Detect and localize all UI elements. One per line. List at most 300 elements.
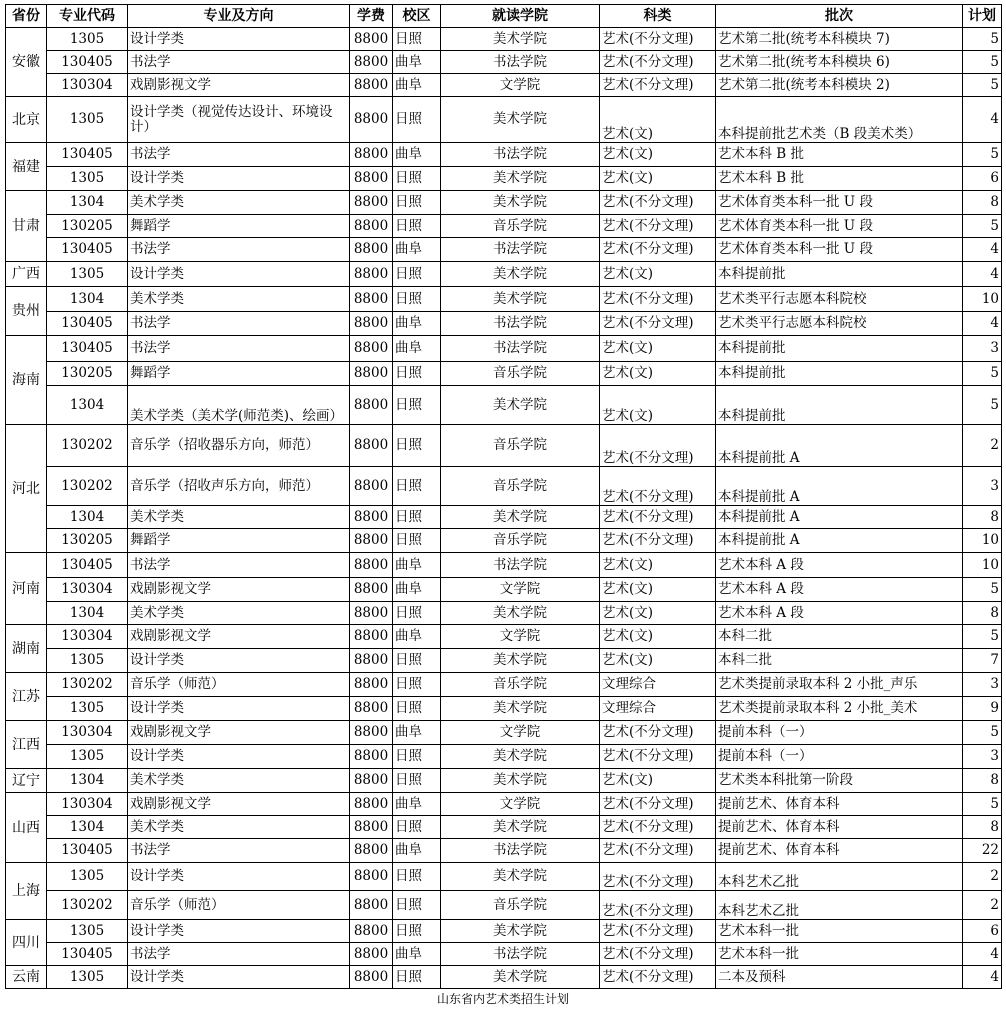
major-code-cell: 130205 <box>47 529 128 553</box>
college-cell: 美术学院 <box>441 920 600 943</box>
major-name-cell: 美术学类 <box>128 506 350 529</box>
major-code-cell: 130304 <box>47 74 128 97</box>
subject-type-cell: 艺术(不分文理) <box>600 287 716 312</box>
campus-cell: 日照 <box>393 287 441 312</box>
table-row <box>6 553 1002 578</box>
major-name-cell: 设计学类 <box>128 863 350 891</box>
tuition-cell: 8800 <box>350 697 393 721</box>
province-cell: 福建 <box>6 143 47 191</box>
subject-type-cell: 艺术(不分文理) <box>600 51 716 74</box>
major-name-cell: 书法学 <box>128 143 350 167</box>
campus-cell: 曲阜 <box>393 238 441 262</box>
table-row <box>6 966 1002 989</box>
campus-cell: 曲阜 <box>393 143 441 167</box>
table-row <box>6 262 1002 287</box>
major-name-cell: 戏剧影视文学 <box>128 74 350 97</box>
major-name-cell: 舞蹈学 <box>128 215 350 238</box>
tuition-cell: 8800 <box>350 191 393 215</box>
major-name-cell: 戏剧影视文学 <box>128 793 350 816</box>
major-name-cell: 戏剧影视文学 <box>128 578 350 602</box>
college-cell: 音乐学院 <box>441 529 600 553</box>
subject-type-cell: 艺术(不分文理) <box>600 425 716 467</box>
plan-cell: 9 <box>963 697 1002 721</box>
plan-cell: 5 <box>963 793 1002 816</box>
major-name-cell: 书法学 <box>128 943 350 966</box>
plan-cell: 5 <box>963 362 1002 386</box>
table-row <box>6 891 1002 920</box>
province-cell: 湖南 <box>6 625 47 673</box>
batch-cell: 艺术本科 A 段 <box>716 602 963 625</box>
campus-cell: 曲阜 <box>393 721 441 745</box>
table-row <box>6 425 1002 467</box>
subject-type-cell: 艺术(文) <box>600 553 716 578</box>
college-cell: 文学院 <box>441 793 600 816</box>
province-cell: 江苏 <box>6 673 47 721</box>
subject-type-cell: 艺术(不分文理) <box>600 839 716 863</box>
major-code-cell: 1304 <box>47 602 128 625</box>
college-cell: 美术学院 <box>441 28 600 51</box>
tuition-cell: 8800 <box>350 891 393 920</box>
major-code-cell: 1304 <box>47 816 128 839</box>
tuition-cell: 8800 <box>350 966 393 989</box>
major-code-cell: 1305 <box>47 697 128 721</box>
major-code-cell: 130202 <box>47 891 128 920</box>
table-body <box>6 28 1002 989</box>
major-code-cell: 130304 <box>47 625 128 649</box>
province-cell: 安徽 <box>6 28 47 97</box>
major-name-cell: 美术学类 <box>128 769 350 793</box>
province-cell: 广西 <box>6 262 47 287</box>
province-cell: 上海 <box>6 863 47 920</box>
table-row <box>6 920 1002 943</box>
province-cell: 江西 <box>6 721 47 769</box>
subject-type-cell: 文理综合 <box>600 697 716 721</box>
batch-cell: 本科提前批艺术类（B 段美术类） <box>716 97 963 143</box>
table-caption: 山东省内艺术类招生计划 <box>436 992 569 1006</box>
header-major-code: 专业代码 <box>47 5 128 28</box>
header-subject-type: 科类 <box>600 5 716 28</box>
major-name-cell: 音乐学（招收器乐方向，师范） <box>128 425 350 467</box>
table-row <box>6 649 1002 673</box>
plan-cell: 5 <box>963 625 1002 649</box>
major-name-cell: 设计学类 <box>128 167 350 191</box>
plan-cell: 5 <box>963 143 1002 167</box>
college-cell: 美术学院 <box>441 745 600 769</box>
plan-cell: 5 <box>963 215 1002 238</box>
college-cell: 文学院 <box>441 625 600 649</box>
college-cell: 书法学院 <box>441 553 600 578</box>
college-cell: 书法学院 <box>441 143 600 167</box>
subject-type-cell: 文理综合 <box>600 673 716 697</box>
batch-cell: 艺术第二批(统考本科模块 2) <box>716 74 963 97</box>
table-row <box>6 943 1002 966</box>
campus-cell: 日照 <box>393 215 441 238</box>
college-cell: 书法学院 <box>441 943 600 966</box>
province-cell: 河北 <box>6 425 47 553</box>
major-code-cell: 1305 <box>47 649 128 673</box>
major-name-cell: 书法学 <box>128 839 350 863</box>
batch-cell: 艺术类平行志愿本科院校 <box>716 287 963 312</box>
major-name-cell: 舞蹈学 <box>128 362 350 386</box>
plan-cell: 5 <box>963 51 1002 74</box>
tuition-cell: 8800 <box>350 74 393 97</box>
batch-cell: 本科提前批 A <box>716 467 963 506</box>
campus-cell: 曲阜 <box>393 51 441 74</box>
table-row <box>6 238 1002 262</box>
college-cell: 音乐学院 <box>441 215 600 238</box>
tuition-cell: 8800 <box>350 386 393 425</box>
tuition-cell: 8800 <box>350 262 393 287</box>
campus-cell: 日照 <box>393 966 441 989</box>
plan-cell: 3 <box>963 673 1002 697</box>
college-cell: 美术学院 <box>441 816 600 839</box>
batch-cell: 艺术类平行志愿本科院校 <box>716 312 963 336</box>
batch-cell: 艺术体育类本科一批 U 段 <box>716 215 963 238</box>
tuition-cell: 8800 <box>350 362 393 386</box>
campus-cell: 日照 <box>393 97 441 143</box>
college-cell: 音乐学院 <box>441 425 600 467</box>
header-province: 省份 <box>6 5 47 28</box>
subject-type-cell: 艺术(文) <box>600 769 716 793</box>
campus-cell: 日照 <box>393 191 441 215</box>
subject-type-cell: 艺术(不分文理) <box>600 191 716 215</box>
plan-cell: 2 <box>963 891 1002 920</box>
college-cell: 书法学院 <box>441 238 600 262</box>
plan-cell: 4 <box>963 97 1002 143</box>
campus-cell: 日照 <box>393 506 441 529</box>
subject-type-cell: 艺术(文) <box>600 602 716 625</box>
table-row <box>6 721 1002 745</box>
subject-type-cell: 艺术(不分文理) <box>600 943 716 966</box>
major-code-cell: 1304 <box>47 386 128 425</box>
major-code-cell: 130202 <box>47 425 128 467</box>
campus-cell: 曲阜 <box>393 793 441 816</box>
table-row <box>6 839 1002 863</box>
plan-cell: 5 <box>963 74 1002 97</box>
campus-cell: 曲阜 <box>393 336 441 362</box>
major-code-cell: 130405 <box>47 51 128 74</box>
header-tuition: 学费 <box>350 5 393 28</box>
campus-cell: 日照 <box>393 769 441 793</box>
college-cell: 音乐学院 <box>441 467 600 506</box>
table-row <box>6 74 1002 97</box>
table-row <box>6 602 1002 625</box>
tuition-cell: 8800 <box>350 529 393 553</box>
subject-type-cell: 艺术(不分文理) <box>600 816 716 839</box>
tuition-cell: 8800 <box>350 467 393 506</box>
plan-cell: 2 <box>963 863 1002 891</box>
campus-cell: 日照 <box>393 262 441 287</box>
campus-cell: 日照 <box>393 362 441 386</box>
college-cell: 美术学院 <box>441 97 600 143</box>
plan-cell: 6 <box>963 167 1002 191</box>
campus-cell: 日照 <box>393 673 441 697</box>
major-code-cell: 1304 <box>47 769 128 793</box>
subject-type-cell: 艺术(不分文理) <box>600 891 716 920</box>
major-name-cell: 美术学类 <box>128 602 350 625</box>
major-name-cell: 美术学类（美术学(师范类)、绘画） <box>128 386 350 425</box>
major-code-cell: 130405 <box>47 143 128 167</box>
tuition-cell: 8800 <box>350 920 393 943</box>
college-cell: 书法学院 <box>441 51 600 74</box>
major-code-cell: 130304 <box>47 578 128 602</box>
major-name-cell: 书法学 <box>128 238 350 262</box>
table-row <box>6 673 1002 697</box>
batch-cell: 提前本科（一） <box>716 721 963 745</box>
province-cell: 四川 <box>6 920 47 966</box>
major-code-cell: 1305 <box>47 97 128 143</box>
campus-cell: 日照 <box>393 745 441 769</box>
batch-cell: 艺术第二批(统考本科模块 7) <box>716 28 963 51</box>
enrollment-table <box>5 4 1002 989</box>
table-row <box>6 625 1002 649</box>
plan-cell: 5 <box>963 578 1002 602</box>
table-row <box>6 362 1002 386</box>
college-cell: 美术学院 <box>441 966 600 989</box>
major-name-cell: 设计学类 <box>128 649 350 673</box>
major-name-cell: 书法学 <box>128 312 350 336</box>
tuition-cell: 8800 <box>350 673 393 697</box>
plan-cell: 10 <box>963 553 1002 578</box>
major-code-cell: 1305 <box>47 167 128 191</box>
plan-cell: 3 <box>963 745 1002 769</box>
college-cell: 文学院 <box>441 578 600 602</box>
campus-cell: 曲阜 <box>393 553 441 578</box>
plan-cell: 22 <box>963 839 1002 863</box>
table-row <box>6 28 1002 51</box>
plan-cell: 4 <box>963 262 1002 287</box>
college-cell: 美术学院 <box>441 863 600 891</box>
table-row <box>6 769 1002 793</box>
college-cell: 书法学院 <box>441 312 600 336</box>
major-code-cell: 130304 <box>47 793 128 816</box>
batch-cell: 艺术本科一批 <box>716 920 963 943</box>
major-code-cell: 1305 <box>47 745 128 769</box>
batch-cell: 艺术类提前录取本科 2 小批_声乐 <box>716 673 963 697</box>
tuition-cell: 8800 <box>350 769 393 793</box>
major-name-cell: 设计学类 <box>128 745 350 769</box>
plan-cell: 4 <box>963 238 1002 262</box>
plan-cell: 10 <box>963 287 1002 312</box>
subject-type-cell: 艺术(不分文理) <box>600 312 716 336</box>
batch-cell: 艺术类本科批第一阶段 <box>716 769 963 793</box>
tuition-cell: 8800 <box>350 602 393 625</box>
major-code-cell: 130304 <box>47 721 128 745</box>
batch-cell: 艺术体育类本科一批 U 段 <box>716 238 963 262</box>
table-row <box>6 697 1002 721</box>
subject-type-cell: 艺术(不分文理) <box>600 793 716 816</box>
campus-cell: 日照 <box>393 920 441 943</box>
major-name-cell: 美术学类 <box>128 816 350 839</box>
college-cell: 美术学院 <box>441 262 600 287</box>
campus-cell: 曲阜 <box>393 578 441 602</box>
table-row <box>6 816 1002 839</box>
province-cell: 甘肃 <box>6 191 47 262</box>
major-code-cell: 130202 <box>47 467 128 506</box>
batch-cell: 艺术体育类本科一批 U 段 <box>716 191 963 215</box>
major-name-cell: 美术学类 <box>128 287 350 312</box>
plan-cell: 3 <box>963 336 1002 362</box>
tuition-cell: 8800 <box>350 816 393 839</box>
tuition-cell: 8800 <box>350 793 393 816</box>
table-row <box>6 312 1002 336</box>
tuition-cell: 8800 <box>350 506 393 529</box>
college-cell: 美术学院 <box>441 697 600 721</box>
major-name-cell: 书法学 <box>128 51 350 74</box>
tuition-cell: 8800 <box>350 167 393 191</box>
subject-type-cell: 艺术(文) <box>600 97 716 143</box>
major-code-cell: 1304 <box>47 287 128 312</box>
major-name-cell: 音乐学（师范） <box>128 891 350 920</box>
campus-cell: 日照 <box>393 386 441 425</box>
major-code-cell: 1305 <box>47 920 128 943</box>
major-name-cell: 设计学类 <box>128 262 350 287</box>
table-row <box>6 386 1002 425</box>
province-cell: 北京 <box>6 97 47 143</box>
plan-cell: 8 <box>963 506 1002 529</box>
table-row <box>6 97 1002 143</box>
major-name-cell: 戏剧影视文学 <box>128 721 350 745</box>
plan-cell: 5 <box>963 386 1002 425</box>
header-major: 专业及方向 <box>128 5 350 28</box>
major-name-cell: 书法学 <box>128 336 350 362</box>
tuition-cell: 8800 <box>350 721 393 745</box>
major-name-cell: 音乐学（招收声乐方向，师范） <box>128 467 350 506</box>
subject-type-cell: 艺术(不分文理) <box>600 920 716 943</box>
table-row <box>6 51 1002 74</box>
plan-cell: 5 <box>963 721 1002 745</box>
batch-cell: 艺术本科 A 段 <box>716 578 963 602</box>
tuition-cell: 8800 <box>350 51 393 74</box>
subject-type-cell: 艺术(文) <box>600 649 716 673</box>
campus-cell: 曲阜 <box>393 625 441 649</box>
batch-cell: 本科提前批 <box>716 336 963 362</box>
major-code-cell: 130205 <box>47 362 128 386</box>
tuition-cell: 8800 <box>350 238 393 262</box>
header-campus: 校区 <box>393 5 441 28</box>
campus-cell: 日照 <box>393 602 441 625</box>
college-cell: 美术学院 <box>441 602 600 625</box>
campus-cell: 日照 <box>393 28 441 51</box>
tuition-cell: 8800 <box>350 625 393 649</box>
tuition-cell: 8800 <box>350 863 393 891</box>
tuition-cell: 8800 <box>350 943 393 966</box>
major-code-cell: 1305 <box>47 863 128 891</box>
major-name-cell: 设计学类 <box>128 920 350 943</box>
tuition-cell: 8800 <box>350 28 393 51</box>
batch-cell: 提前艺术、体育本科 <box>716 793 963 816</box>
major-code-cell: 130405 <box>47 553 128 578</box>
table-row <box>6 191 1002 215</box>
campus-cell: 曲阜 <box>393 839 441 863</box>
major-name-cell: 音乐学（师范） <box>128 673 350 697</box>
plan-cell: 6 <box>963 920 1002 943</box>
plan-cell: 8 <box>963 769 1002 793</box>
major-name-cell: 书法学 <box>128 553 350 578</box>
college-cell: 美术学院 <box>441 287 600 312</box>
subject-type-cell: 艺术(不分文理) <box>600 467 716 506</box>
header-batch: 批次 <box>716 5 963 28</box>
tuition-cell: 8800 <box>350 215 393 238</box>
table-row <box>6 863 1002 891</box>
batch-cell: 艺术类提前录取本科 2 小批_美术 <box>716 697 963 721</box>
major-code-cell: 130405 <box>47 238 128 262</box>
subject-type-cell: 艺术(不分文理) <box>600 529 716 553</box>
subject-type-cell: 艺术(不分文理) <box>600 863 716 891</box>
table-row <box>6 143 1002 167</box>
tuition-cell: 8800 <box>350 143 393 167</box>
plan-cell: 4 <box>963 966 1002 989</box>
college-cell: 音乐学院 <box>441 673 600 697</box>
campus-cell: 日照 <box>393 649 441 673</box>
province-cell: 贵州 <box>6 287 47 336</box>
batch-cell: 本科提前批 A <box>716 506 963 529</box>
major-name-cell: 设计学类 <box>128 697 350 721</box>
major-code-cell: 1305 <box>47 966 128 989</box>
province-cell: 辽宁 <box>6 769 47 793</box>
major-code-cell: 130405 <box>47 943 128 966</box>
header-row <box>6 5 1002 28</box>
batch-cell: 本科艺术乙批 <box>716 863 963 891</box>
campus-cell: 日照 <box>393 891 441 920</box>
plan-cell: 5 <box>963 28 1002 51</box>
major-name-cell: 戏剧影视文学 <box>128 625 350 649</box>
subject-type-cell: 艺术(文) <box>600 578 716 602</box>
province-cell: 海南 <box>6 336 47 425</box>
major-code-cell: 130405 <box>47 312 128 336</box>
plan-cell: 7 <box>963 649 1002 673</box>
header-plan: 计划 <box>963 5 1002 28</box>
campus-cell: 日照 <box>393 467 441 506</box>
major-name-cell: 设计学类 <box>128 966 350 989</box>
plan-cell: 10 <box>963 529 1002 553</box>
campus-cell: 日照 <box>393 816 441 839</box>
subject-type-cell: 艺术(不分文理) <box>600 745 716 769</box>
table-row <box>6 506 1002 529</box>
college-cell: 美术学院 <box>441 191 600 215</box>
college-cell: 美术学院 <box>441 506 600 529</box>
subject-type-cell: 艺术(不分文理) <box>600 506 716 529</box>
batch-cell: 本科二批 <box>716 625 963 649</box>
province-cell: 河南 <box>6 553 47 625</box>
batch-cell: 艺术本科 B 批 <box>716 167 963 191</box>
tuition-cell: 8800 <box>350 745 393 769</box>
major-name-cell: 设计学类（视觉传达设计、环境设计） <box>128 97 350 143</box>
table-row <box>6 745 1002 769</box>
batch-cell: 本科提前批 <box>716 262 963 287</box>
major-code-cell: 130202 <box>47 673 128 697</box>
batch-cell: 艺术本科一批 <box>716 943 963 966</box>
table-row <box>6 336 1002 362</box>
batch-cell: 本科二批 <box>716 649 963 673</box>
table-row <box>6 529 1002 553</box>
tuition-cell: 8800 <box>350 553 393 578</box>
subject-type-cell: 艺术(不分文理) <box>600 28 716 51</box>
plan-cell: 8 <box>963 816 1002 839</box>
plan-cell: 2 <box>963 425 1002 467</box>
tuition-cell: 8800 <box>350 578 393 602</box>
tuition-cell: 8800 <box>350 97 393 143</box>
subject-type-cell: 艺术(文) <box>600 167 716 191</box>
batch-cell: 提前本科（一） <box>716 745 963 769</box>
campus-cell: 日照 <box>393 863 441 891</box>
college-cell: 书法学院 <box>441 839 600 863</box>
province-cell: 云南 <box>6 966 47 989</box>
subject-type-cell: 艺术(不分文理) <box>600 215 716 238</box>
tuition-cell: 8800 <box>350 649 393 673</box>
table-row <box>6 215 1002 238</box>
campus-cell: 日照 <box>393 697 441 721</box>
